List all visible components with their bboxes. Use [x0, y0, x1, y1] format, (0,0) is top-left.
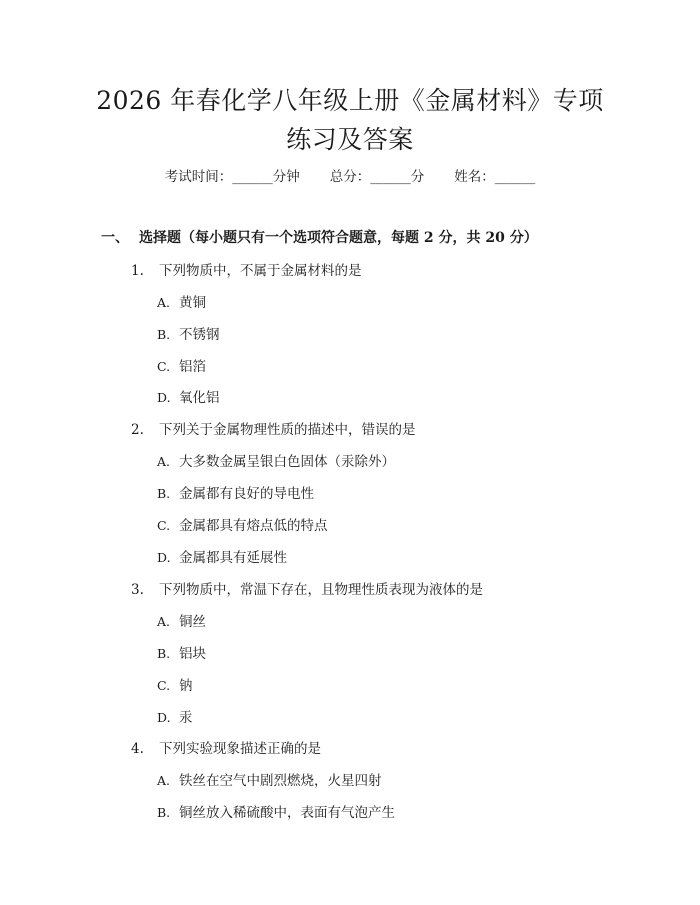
option-text: 铜丝	[179, 614, 206, 630]
option-letter: D.	[157, 390, 171, 405]
option-text: 氧化铝	[179, 390, 220, 406]
question-4	[131, 739, 321, 759]
option-text: 铝块	[179, 646, 206, 662]
question-2-option-b	[157, 484, 314, 504]
question-text: 下列实验现象描述正确的是	[159, 741, 321, 757]
question-text: 下列物质中，常温下存在，且物理性质表现为液体的是	[159, 582, 483, 598]
option-text: 大多数金属呈银白色固体（汞除外）	[179, 454, 395, 470]
question-number: 3.	[131, 582, 144, 598]
question-3-option-d	[157, 708, 193, 728]
question-4-option-b	[157, 803, 395, 823]
question-text: 下列物质中，不属于金属材料的是	[159, 263, 362, 279]
document-title-line-2: 练习及答案	[286, 125, 414, 154]
option-text: 不锈钢	[179, 327, 220, 343]
section-heading-choice	[101, 228, 538, 248]
option-text: 铜丝放入稀硫酸中，表面有气泡产生	[179, 805, 395, 821]
question-3-option-c	[157, 676, 193, 696]
option-letter: D.	[157, 710, 171, 725]
option-letter: D.	[157, 550, 171, 565]
question-2-option-a	[157, 452, 395, 472]
student-name-field: 姓名：______	[454, 169, 536, 185]
question-1-option-c	[157, 357, 206, 377]
question-2-option-c	[157, 516, 328, 536]
section-number: 一、	[101, 230, 129, 246]
exam-info-row	[0, 167, 700, 187]
question-1	[131, 261, 362, 281]
question-2-option-d	[157, 548, 287, 568]
option-text: 黄铜	[179, 295, 206, 311]
question-number: 1.	[131, 263, 144, 279]
exam-time-field: 考试时间：______分钟	[164, 169, 300, 185]
option-letter: B.	[157, 805, 171, 820]
option-text: 金属都具有延展性	[179, 550, 287, 566]
question-number: 2.	[131, 422, 144, 438]
option-letter: A.	[157, 614, 171, 629]
question-text: 下列关于金属物理性质的描述中，错误的是	[159, 422, 416, 438]
document-title-line-1: 2026 年春化学八年级上册《金属材料》专项	[96, 86, 604, 115]
question-3-option-b	[157, 644, 206, 664]
question-4-option-a	[157, 771, 382, 791]
question-3-option-a	[157, 612, 206, 632]
option-letter: A.	[157, 295, 171, 310]
total-score-field: 总分：______分	[329, 169, 425, 185]
question-3	[131, 580, 483, 600]
option-text: 金属都具有熔点低的特点	[179, 518, 328, 534]
option-letter: A.	[157, 454, 171, 469]
option-text: 汞	[179, 710, 193, 726]
option-text: 钠	[179, 678, 193, 694]
option-letter: B.	[157, 486, 171, 501]
question-1-option-d	[157, 388, 220, 408]
option-letter: B.	[157, 646, 171, 661]
question-1-option-b	[157, 325, 220, 345]
question-number: 4.	[131, 741, 144, 757]
option-text: 金属都有良好的导电性	[179, 486, 314, 502]
option-letter: C.	[157, 678, 171, 693]
question-1-option-a	[157, 293, 206, 313]
option-text: 铁丝在空气中剧烈燃烧，火星四射	[179, 773, 382, 789]
option-letter: C.	[157, 359, 171, 374]
option-text: 铝箔	[179, 359, 206, 375]
section-title-text: 选择题（每小题只有一个选项符合题意，每题 2 分，共 20 分）	[139, 230, 538, 246]
option-letter: C.	[157, 518, 171, 533]
question-2	[131, 420, 416, 440]
option-letter: B.	[157, 327, 171, 342]
option-letter: A.	[157, 773, 171, 788]
